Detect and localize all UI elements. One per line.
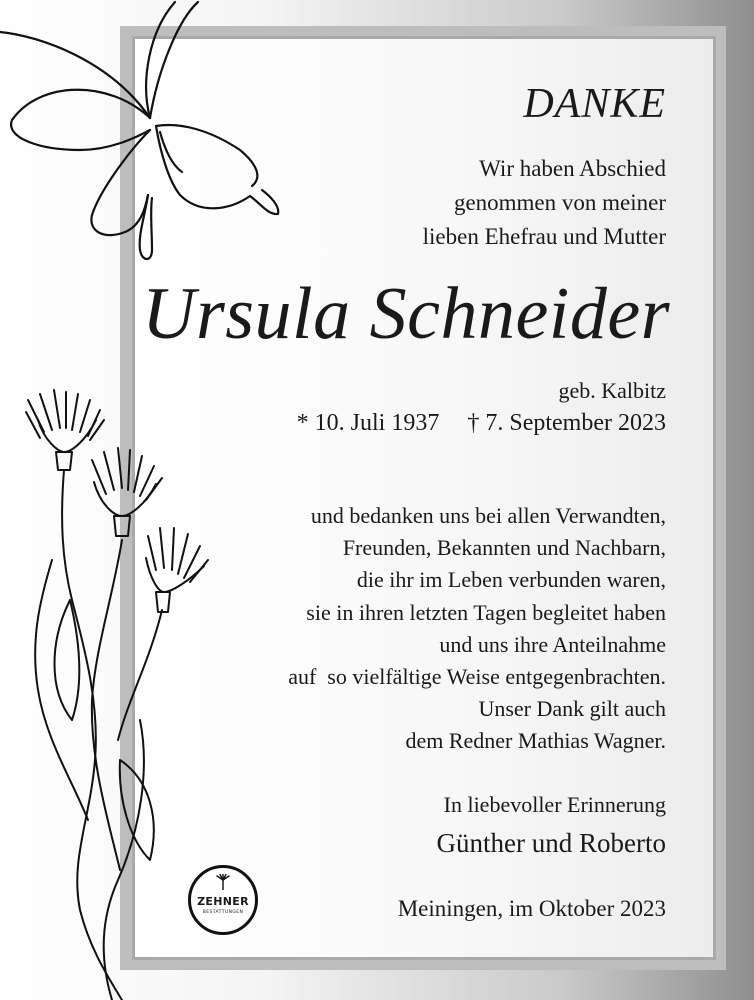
- life-dates: [297, 410, 666, 437]
- place-date: Meiningen, im Oktober 2023: [397, 896, 666, 921]
- death-date: † 7. September 2023: [467, 410, 666, 436]
- logo-brand: ZEHNER: [197, 895, 249, 908]
- funeral-home-logo: [188, 865, 258, 935]
- body-line: Unser Dank gilt auch: [478, 696, 666, 722]
- intro-line: Wir haben Abschied: [479, 156, 666, 181]
- intro-line: genommen von meiner: [453, 190, 666, 215]
- family-names: Günther und Roberto: [436, 828, 666, 858]
- maiden-name: geb. Kalbitz: [558, 378, 666, 403]
- dandelion-icon: [215, 874, 231, 890]
- intro-line: lieben Ehefrau und Mutter: [422, 224, 666, 249]
- body-line: und bedanken uns bei allen Verwandten,: [310, 503, 666, 528]
- heading-danke: DANKE: [523, 81, 666, 127]
- birth-date: * 10. Juli 1937: [296, 410, 440, 436]
- body-line: dem Redner Mathias Wagner.: [405, 728, 666, 754]
- logo-subtitle: BESTATTUNGEN: [202, 910, 244, 915]
- thanks-text: [288, 500, 666, 758]
- body-line: auf so vielfältige Weise entgegenbrachten.: [288, 664, 666, 690]
- body-line: Freunden, Bekannten und Nachbarn,: [342, 535, 666, 561]
- closing-phrase: In liebevoller Erinnerung: [443, 792, 666, 817]
- intro-text: [423, 152, 666, 254]
- body-line: die ihr im Leben verbunden waren,: [356, 567, 666, 593]
- body-line: und uns ihre Anteilnahme: [439, 631, 666, 657]
- deceased-name: Ursula Schneider: [142, 273, 670, 355]
- body-line: sie in ihren letzten Tagen begleitet haben: [306, 599, 666, 625]
